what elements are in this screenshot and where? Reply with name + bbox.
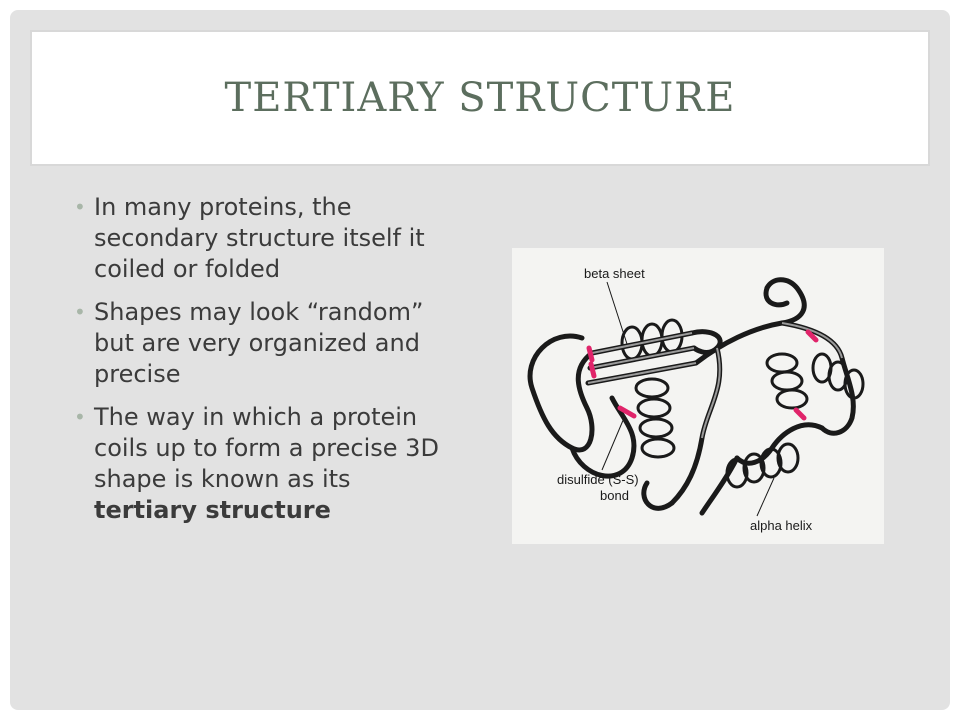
slide [10, 10, 950, 710]
slide-title: TERTIARY STRUCTURE [224, 75, 736, 121]
bullet-dot-icon: • [74, 405, 86, 429]
bullet-item [70, 192, 460, 285]
bullet-bold-term: tertiary structure [94, 496, 331, 524]
bullet-item [70, 297, 460, 390]
label-beta-sheet: beta sheet [584, 266, 645, 281]
bullet-text: The way in which a protein coils up to form a precise 3D shape is known as its [94, 403, 439, 493]
label-disulfide-line2: bond [600, 488, 629, 503]
bullet-list [70, 192, 460, 538]
protein-ribbon-diagram [512, 248, 884, 544]
bullet-text: In many proteins, the secondary structure itself it coiled or folded [94, 193, 425, 283]
bullet-dot-icon: • [74, 300, 86, 324]
title-box [30, 30, 930, 166]
bullet-item [70, 402, 460, 526]
bullet-dot-icon: • [74, 195, 86, 219]
bullet-text: Shapes may look “random” but are very organized and precise [94, 298, 424, 388]
protein-figure [512, 248, 884, 544]
label-disulfide-line1: disulfide (S-S) [557, 472, 639, 487]
alpha-helices [622, 320, 863, 487]
label-alpha-helix: alpha helix [750, 518, 813, 533]
